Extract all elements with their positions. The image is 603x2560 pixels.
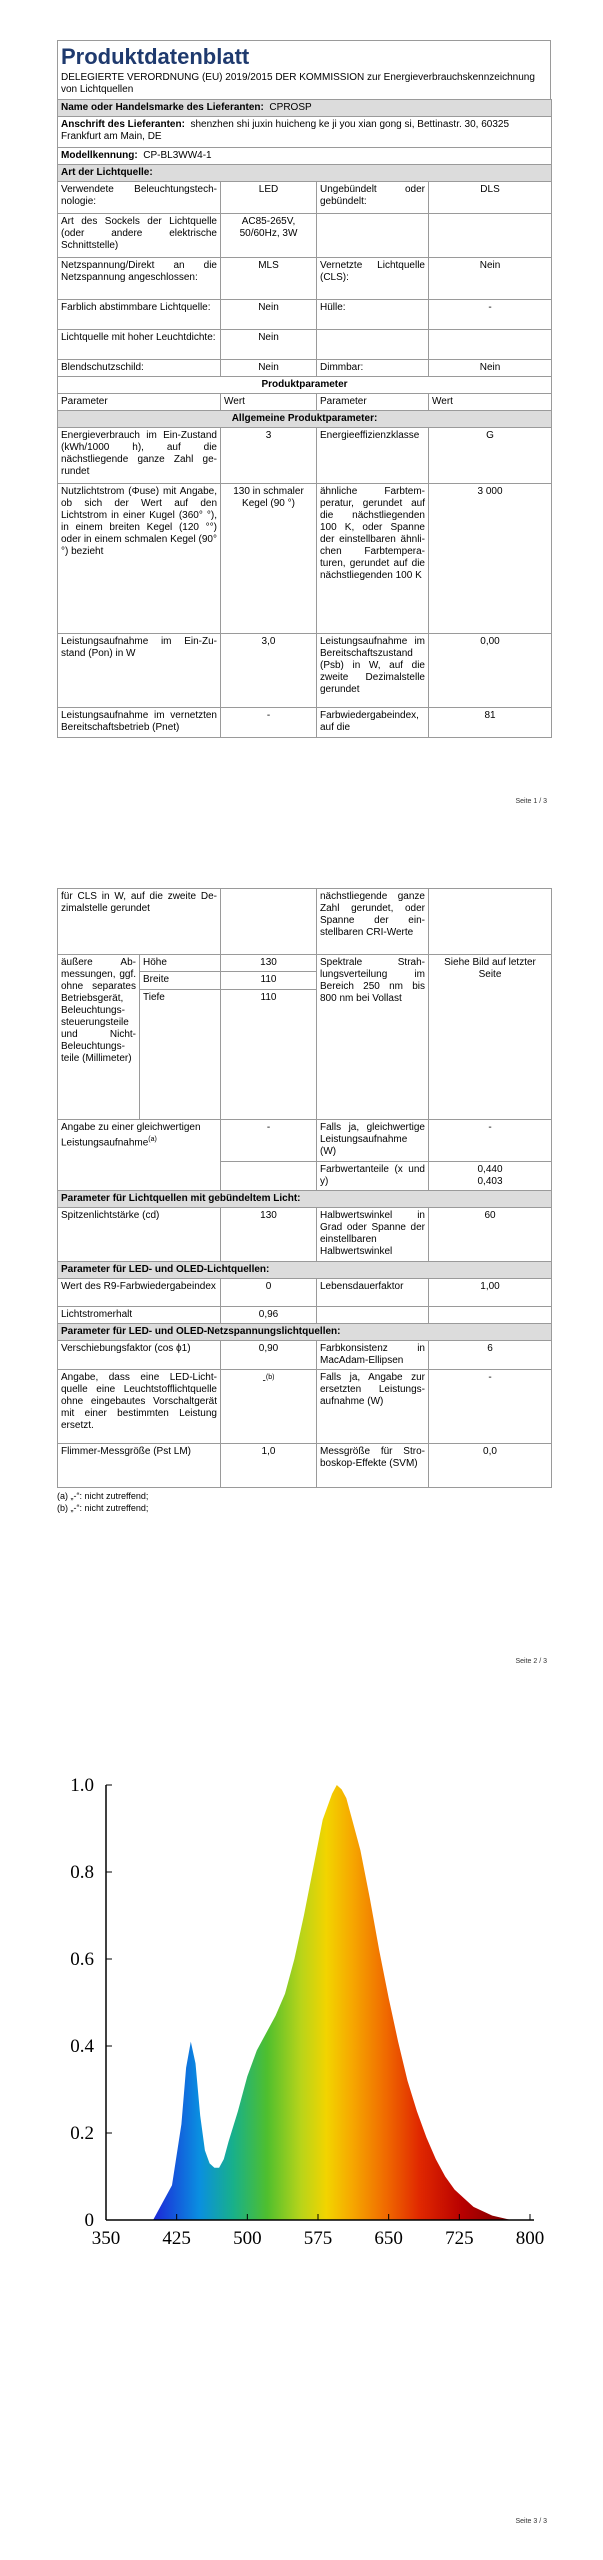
row-value: LED [221, 182, 317, 214]
table-row [58, 258, 552, 300]
y-tick-label: 0.2 [70, 2123, 94, 2144]
row-value: 3,0 [221, 634, 317, 708]
row-value: 3 000 [429, 484, 552, 634]
row-value: DLS [429, 182, 552, 214]
dimension-name: Tiefe [140, 989, 221, 1119]
row-label: Lebensdauerfaktor [317, 1279, 429, 1307]
supplier-address-row [58, 117, 552, 148]
section-heading: Parameter für Lichtquellen mit gebündeltem Licht: [58, 1191, 552, 1208]
row-label: Energieeffizienzklasse [317, 428, 429, 484]
dimension-value: 110 [221, 989, 317, 1119]
row-label: Messgröße für Stroboskop-Effekte (SVM) [317, 1444, 429, 1488]
page-3 [0, 1700, 603, 2560]
dims-row [58, 955, 552, 972]
row-value: 60 [429, 1208, 552, 1262]
light-source-section: Art der Lichtquelle: [58, 165, 552, 182]
page-number: Seite 1 / 3 [515, 798, 547, 805]
table-row [58, 428, 552, 484]
row-value: Nein [221, 300, 317, 330]
general-params-heading: Allgemeine Produktparameter: [58, 411, 552, 428]
table-row [58, 1341, 552, 1370]
table-row [58, 214, 552, 258]
x-tick-label: 650 [374, 2228, 403, 2249]
column-header: Wert [221, 394, 317, 411]
y-tick-label: 0 [84, 2210, 94, 2231]
row-label: Angabe zu einer gleichwertigen Leistungsaufnahme [61, 1122, 201, 1149]
row-value: 0,0 [429, 1444, 552, 1488]
row-label: Wert des R9-Farbwiedergabeindex [58, 1279, 221, 1307]
table-row [58, 634, 552, 708]
x-tick-label: 800 [515, 2228, 545, 2249]
y-tick-label: 0.8 [70, 1862, 94, 1883]
row-label: Dimmbar: [317, 360, 429, 377]
row-value: 130 in schmaler Kegel (90 °) [221, 484, 317, 634]
row-label: Falls ja, Angabe zur ersetzten Leistungsaufnahme (W) [317, 1370, 429, 1444]
dimension-name: Höhe [140, 955, 221, 972]
x-tick-label: 350 [91, 2228, 121, 2249]
row-label: ähnliche Farbtemperatur, gerundet auf die nächstliegenden 100 K, oder Spanne der einstellbaren ähnlichen Farbtemperaturen, gerundet auf die nächstliegenden 100 K [317, 484, 429, 634]
row-label: Ungebündelt oder gebündelt: [317, 182, 429, 214]
page-number: Seite 2 / 3 [515, 1658, 547, 1665]
chroma-y: 0,403 [477, 1176, 503, 1187]
row-value: Nein [221, 360, 317, 377]
model-value: CP-BL3WW4-1 [143, 150, 212, 161]
row-label: Nutzlichtstrom (Φuse) mit Angabe, ob sich der Wert auf den Lichtstrom in einer Kugel (360° °), in einem breiten Kegel (120 °°) oder in einem schmalen Kegel (90° °) bezieht [58, 484, 221, 634]
row-value: - [262, 1375, 266, 1387]
row-value: - [429, 300, 552, 330]
row-value: Nein [221, 330, 317, 360]
row-value: 0,90 [221, 1341, 317, 1370]
spectral-label: Spektrale Strahlungsverteilung im Bereich 250 nm bis 800 nm bei Vollast [317, 955, 429, 1120]
row-label: Hülle: [317, 300, 429, 330]
row-label: Spitzenlichtstärke (cd) [58, 1208, 221, 1262]
dimension-name: Breite [140, 972, 221, 989]
table-row [58, 1208, 552, 1262]
row-label: nächstliegende ganze Zahl gerundet, oder Spanne der einstellbaren CRI-Werte [317, 889, 429, 955]
table-row [58, 708, 552, 738]
row-value: - [221, 1120, 317, 1162]
footnote-a: (a) „-“: nicht zutreffend; [57, 1491, 149, 1501]
x-tick-label: 500 [233, 2228, 262, 2249]
x-tick-label: 425 [162, 2228, 191, 2249]
page-1 [0, 0, 603, 840]
row-value [429, 330, 552, 360]
table-row [58, 360, 552, 377]
footnote-marker: (a) [148, 1136, 157, 1143]
row-value: 3 [221, 428, 317, 484]
table-row [58, 1120, 552, 1162]
row-label: Art des Sockels der Lichtquelle (oder andere elektrische Schnittstelle) [58, 214, 221, 258]
table-row [58, 1307, 552, 1324]
regulation-text: DELEGIERTE VERORDNUNG (EU) 2019/2015 DER KOMMISSION zur Energieverbrauchskennzeichnung von Lichtquellen [57, 71, 551, 99]
row-value: 130 [221, 1208, 317, 1262]
row-value: MLS [221, 258, 317, 300]
row-label: Vernetzte Lichtquelle (CLS): [317, 258, 429, 300]
chroma-x: 0,440 [477, 1164, 503, 1175]
row-value: 6 [429, 1341, 552, 1370]
row-label: Farbwiedergabeindex, auf die [317, 708, 429, 738]
row-label: Verschiebungsfaktor (cos ϕ1) [58, 1341, 221, 1370]
supplier-table [57, 99, 552, 738]
table-row [58, 1279, 552, 1307]
supplier-name-row [58, 100, 552, 117]
row-value: 0,00 [429, 634, 552, 708]
column-header: Wert [429, 394, 552, 411]
x-tick-label: 725 [445, 2228, 474, 2249]
model-row [58, 148, 552, 165]
y-tick-label: 0.4 [70, 2036, 94, 2057]
table-row [58, 484, 552, 634]
table-row [58, 1370, 552, 1444]
row-label [317, 330, 429, 360]
row-label: für CLS in W, auf die zweite Dezimalstelle gerundet [58, 889, 221, 955]
spectrum-area [106, 1785, 530, 2220]
row-value: - [221, 708, 317, 738]
row-label: Energieverbrauch im Ein-Zustand (kWh/1000 h), auf die nächstliegende ganze Zahl gerundet [58, 428, 221, 484]
params-table-continued [57, 888, 552, 1488]
row-label: Falls ja, gleichwertige Leistungsaufnahme (W) [317, 1120, 429, 1162]
row-label: Verwendete Beleuchtungstechnologie: [58, 182, 221, 214]
row-value: 1,0 [221, 1444, 317, 1488]
table-row [58, 889, 552, 955]
row-value: 81 [429, 708, 552, 738]
spectral-value: Siehe Bild auf letzter Seite [429, 955, 552, 1120]
row-label: Lichtquelle mit hoher Leuchtdichte: [58, 330, 221, 360]
row-label [317, 214, 429, 258]
column-header: Parameter [58, 394, 221, 411]
product-params-heading: Produktparameter [58, 377, 552, 394]
row-label: Angabe, dass eine LED-Lichtquelle eine Leuchtstofflichtquelle ohne eingebautes Vorschaltgerät mit einer bestimmten Leistung ersetzt. [58, 1370, 221, 1444]
row-value: 0 [221, 1279, 317, 1307]
page-2 [0, 840, 603, 1700]
row-label: Lichtstromerhalt [58, 1307, 221, 1324]
page-title: Produktdatenblatt [57, 40, 551, 71]
datasheet-page-1 [57, 40, 551, 738]
row-label: Farbkonsistenz in MacAdam-Ellipsen [317, 1341, 429, 1370]
row-value [429, 214, 552, 258]
spectral-distribution-chart [0, 1700, 603, 2460]
table-row [58, 300, 552, 330]
row-value: 1,00 [429, 1279, 552, 1307]
row-label: Farbwertanteile (x und y) [317, 1162, 429, 1191]
row-label: Flimmer-Messgröße (Pst LM) [58, 1444, 221, 1488]
row-label: Leistungsaufnahme im Bereitschaftszustand (Psb) in W, auf die zweite Dezimalstelle gerundet [317, 634, 429, 708]
dimensions-label: äußere Abmessungen, ggf. ohne separates Betriebsgerät, Beleuchtungssteuerungsteile und Nicht-Beleuchtungsteile (Millimeter) [58, 955, 140, 1120]
table-row [58, 182, 552, 214]
row-label: Leistungsaufnahme im Ein-Zustand (Pon) in W [58, 634, 221, 708]
section-heading: Parameter für LED- und OLED-Lichtquellen: [58, 1262, 552, 1279]
supplier-name-label: Name oder Handelsmarke des Lieferanten: [61, 102, 264, 113]
row-label: Netzspannung/Direkt an die Netzspannung angeschlossen: [58, 258, 221, 300]
model-label: Modellkennung: [61, 150, 138, 161]
row-label: Blendschutzschild: [58, 360, 221, 377]
row-label: Leistungsaufnahme im vernetzten Bereitschaftsbetrieb (Pnet) [58, 708, 221, 738]
section-heading: Parameter für LED- und OLED-Netzspannungslichtquellen: [58, 1324, 552, 1341]
footnote-marker: (b) [265, 1374, 275, 1381]
row-value: Nein [429, 360, 552, 377]
dimension-value: 110 [221, 972, 317, 989]
row-label: Halbwertswinkel in Grad oder Spanne der einstellbaren Halbwertswinkel [317, 1208, 429, 1262]
y-tick-label: 1.0 [70, 1775, 94, 1796]
row-value: AC85-265V, 50/60Hz, 3W [221, 214, 317, 258]
param-header-row [58, 394, 552, 411]
x-tick-label: 575 [303, 2228, 333, 2249]
table-row [58, 330, 552, 360]
supplier-name-value: CPROSP [269, 102, 312, 113]
dimension-value: 130 [221, 955, 317, 972]
row-value: G [429, 428, 552, 484]
column-header: Parameter [317, 394, 429, 411]
row-label: Farblich abstimmbare Lichtquelle: [58, 300, 221, 330]
table-row [58, 1444, 552, 1488]
row-value: 0,96 [221, 1307, 317, 1324]
row-value: Nein [429, 258, 552, 300]
row-value: - [429, 1370, 552, 1444]
row-value: - [429, 1120, 552, 1162]
datasheet-page-2 [57, 888, 551, 1514]
supplier-address-value: shenzhen shi juxin huicheng ke ji you xian gong si, Bettinastr. 30, 60325 Frankfurt am Main, DE [61, 119, 510, 142]
footnote-b: (b) „-“: nicht zutreffend; [57, 1503, 149, 1513]
supplier-address-label: Anschrift des Lieferanten: [61, 119, 185, 130]
page-number: Seite 3 / 3 [515, 2518, 547, 2525]
y-tick-label: 0.6 [70, 1949, 94, 1970]
